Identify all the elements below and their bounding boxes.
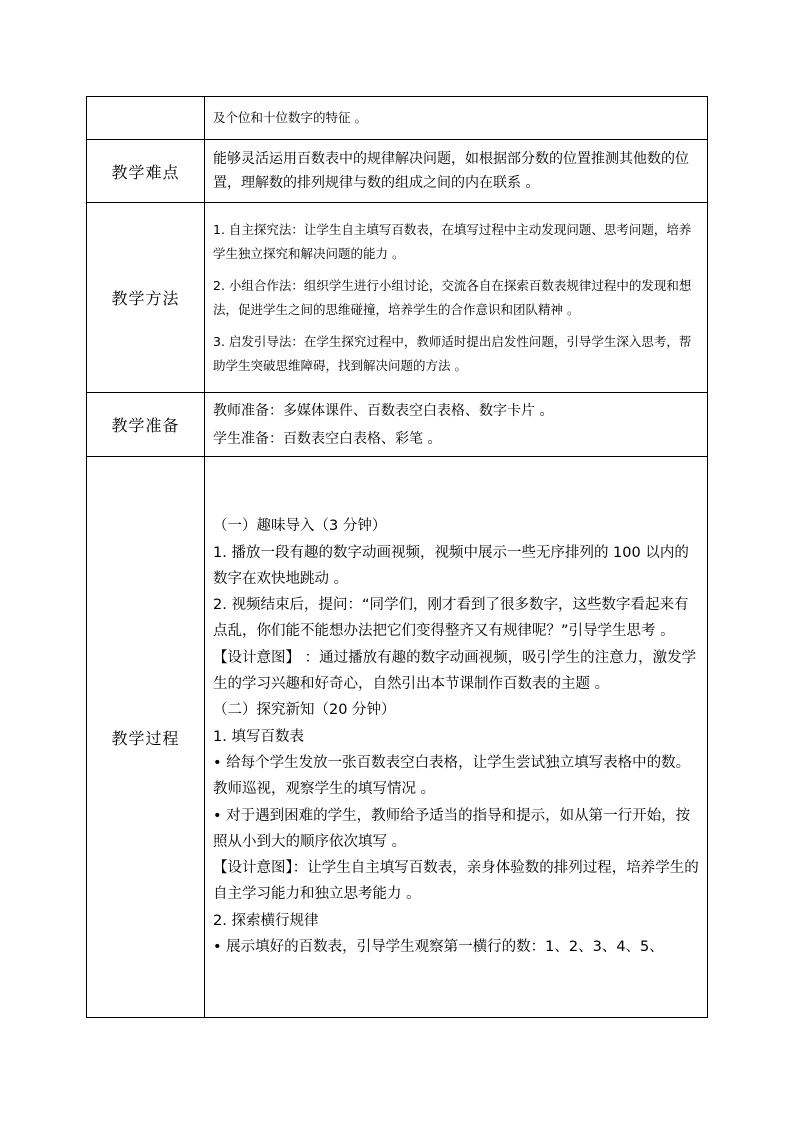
section-heading: （一）趣味导入（3 分钟） — [213, 518, 387, 535]
row-content — [205, 393, 708, 457]
paragraph: 1. 填写百数表 — [213, 728, 304, 745]
list-item: • 对于遇到困难的学生，教师给予适当的指导和提示，如从第一行开始，按照从小到大的顺序依次填写 。 — [213, 807, 691, 850]
paragraph: 2. 探索横行规律 — [213, 912, 319, 929]
paragraph: 3. 启发引导法：在学生探究过程中，教师适时提出启发性问题，引导学生深入思考，帮助学生突破思维障碍，找到解决问题的方法 。 — [213, 333, 692, 373]
paragraph: 及个位和十位数字的特征 。 — [213, 110, 367, 125]
row-content — [205, 140, 708, 203]
paragraph: 学生准备：百数表空白表格、彩笔 。 — [213, 430, 442, 447]
table-row — [87, 203, 708, 393]
list-item: • 展示填好的百数表，引导学生观察第一横行的数：1、2、3、4、5、 — [213, 939, 664, 956]
paragraph: 能够灵活运用百数表中的规律解决问题，如根据部分数的位置推测其他数的位置，理解数的排列规律与数的组成之间的内在联系 。 — [213, 151, 689, 191]
section-heading: （二）探究新知（20 分钟） — [213, 702, 396, 719]
table-row — [87, 97, 708, 140]
row-label: 教学准备 — [87, 393, 205, 457]
paragraph: 【设计意图】：让学生自主填写百数表，亲身体验数的排列过程，培养学生的自主学习能力和独立思考能力 。 — [213, 860, 699, 903]
paragraph: 2. 小组合作法：组织学生进行小组讨论，交流各自在探索百数表规律过程中的发现和想法，促进学生之间的思维碰撞，培养学生的合作意识和团队精神 。 — [213, 277, 692, 317]
row-label: 教学过程 — [87, 457, 205, 1018]
paragraph: 教师准备：多媒体课件、百数表空白表格、数字卡片 。 — [213, 402, 554, 419]
row-label: 教学方法 — [87, 203, 205, 393]
paragraph: 1. 播放一段有趣的数字动画视频，视频中展示一些无序排列的 100 以内的数字在欢快地跳动 。 — [213, 544, 689, 587]
list-item: • 给每个学生发放一张百数表空白表格，让学生尝试独立填写表格中的数。教师巡视，观察学生的填写情况 。 — [213, 755, 691, 798]
row-content — [205, 457, 708, 1018]
table-row — [87, 457, 708, 1018]
row-label: 教学难点 — [87, 140, 205, 203]
lesson-plan-table — [86, 96, 708, 1018]
table-row — [87, 393, 708, 457]
table-row — [87, 140, 708, 203]
paragraph: 1. 自主探究法：让学生自主填写百数表，在填写过程中主动发现问题、思考问题，培养学生独立探究和解决问题的能力 。 — [213, 221, 692, 261]
row-content — [205, 97, 708, 140]
paragraph: 【设计意图】 ：通过播放有趣的数字动画视频，吸引学生的注意力，激发学生的学习兴趣和好奇心，自然引出本节课制作百数表的主题 。 — [213, 649, 697, 692]
row-label — [87, 97, 205, 140]
row-content — [205, 203, 708, 393]
paragraph: 2. 视频结束后，提问：“同学们，刚才看到了很多数字，这些数字看起来有点乱，你们能不能想办法把它们变得整齐又有规律呢？”引导学生思考 。 — [213, 597, 689, 640]
